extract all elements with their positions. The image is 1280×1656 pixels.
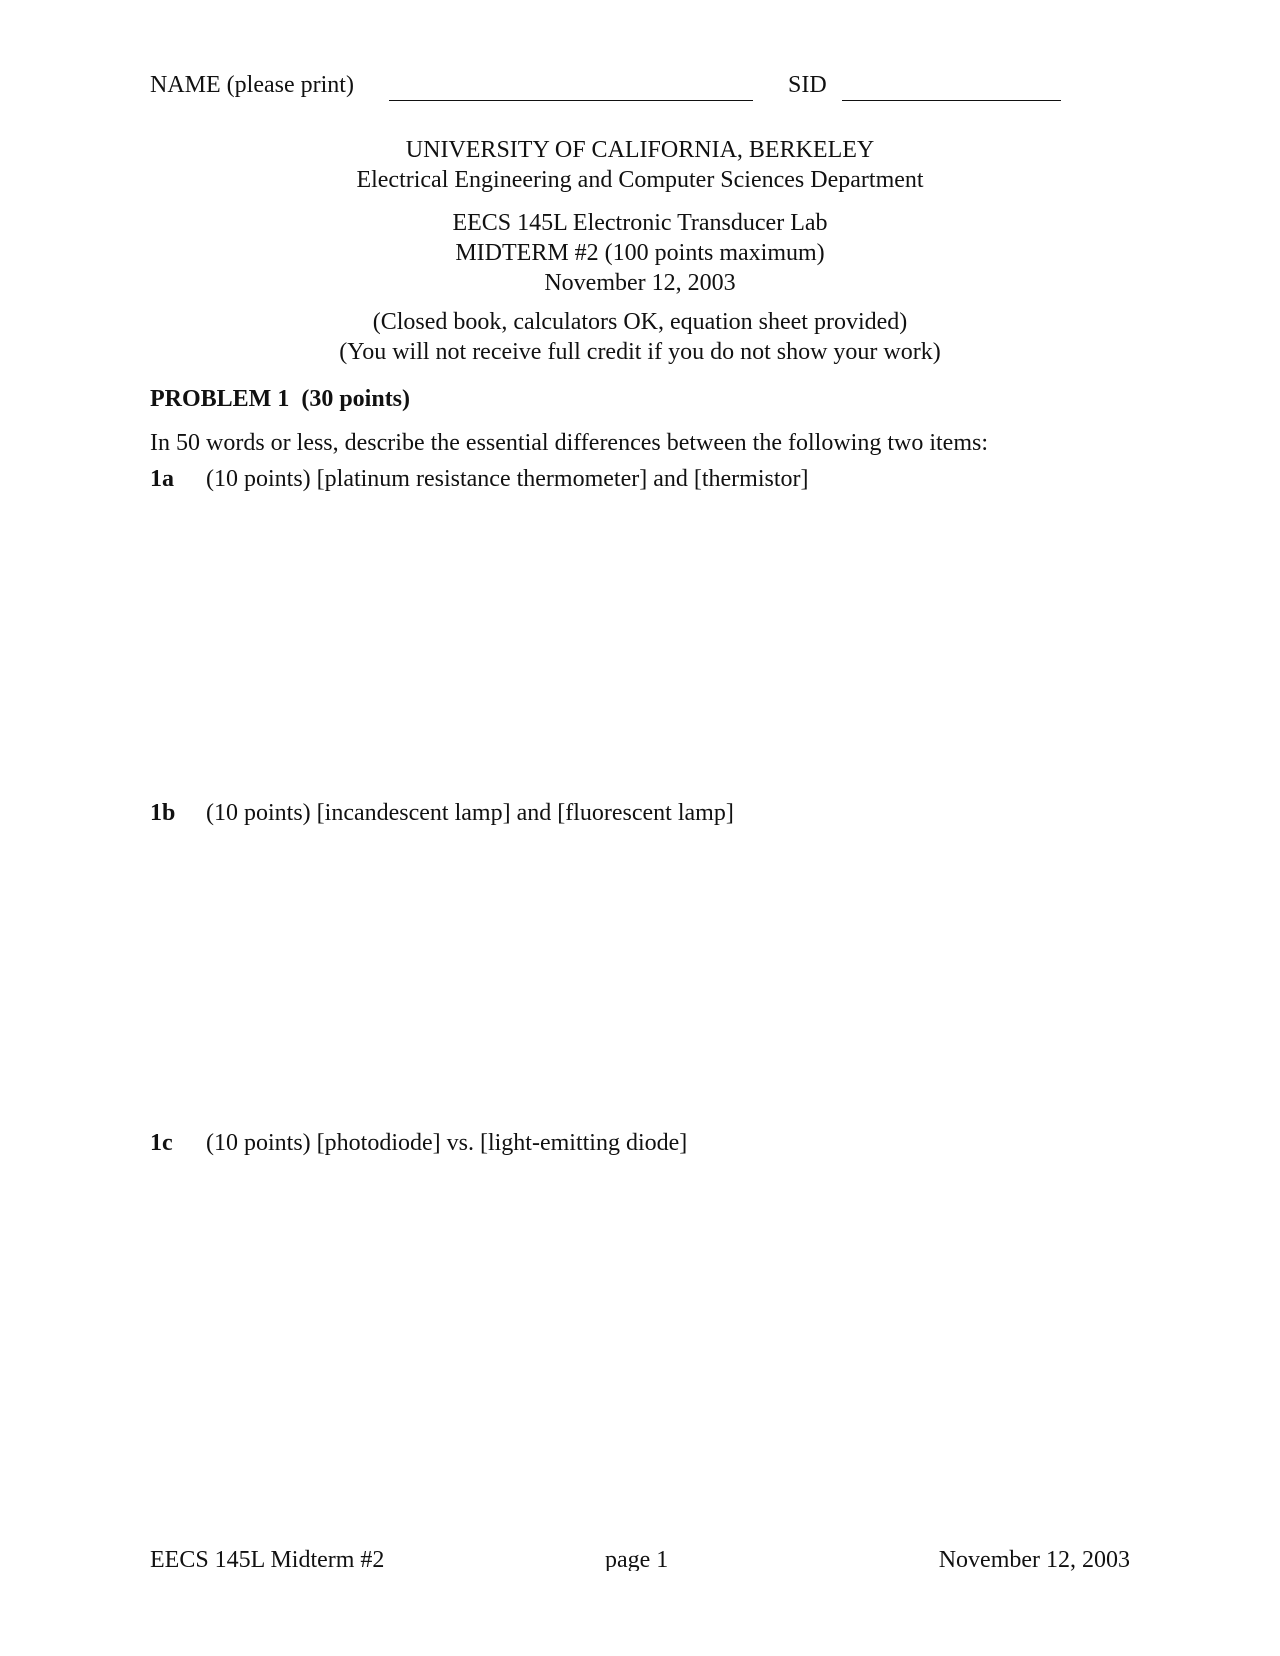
name-sid-row	[150, 72, 1130, 108]
sid-blank-line	[842, 100, 1061, 101]
exam-title: MIDTERM #2 (100 points maximum)	[455, 240, 825, 266]
question-text: (10 points) [incandescent lamp] and [fluorescent lamp]	[206, 800, 734, 826]
question-text: (10 points) [platinum resistance thermometer] and [thermistor]	[206, 466, 809, 492]
name-label: NAME (please print)	[150, 72, 354, 98]
course-block	[150, 208, 1130, 298]
footer-page-number: page 1	[605, 1547, 669, 1571]
exam-date: November 12, 2003	[544, 270, 736, 296]
question-1c	[150, 1130, 687, 1157]
question-text: (10 points) [photodiode] vs. [light-emitting diode]	[206, 1130, 688, 1156]
question-number: 1c	[150, 1130, 173, 1156]
footer-date: November 12, 2003	[938, 1547, 1130, 1571]
question-1a	[150, 466, 808, 493]
instruction-line-2: (You will not receive full credit if you do not show your work)	[339, 339, 941, 365]
sid-label: SID	[788, 72, 827, 98]
name-blank-line	[389, 100, 753, 101]
department-name: Electrical Engineering and Computer Sciences Department	[356, 167, 924, 193]
question-1b	[150, 800, 734, 827]
university-name: UNIVERSITY OF CALIFORNIA, BERKELEY	[405, 137, 875, 163]
problem-title: PROBLEM 1 (30 points)	[150, 386, 411, 412]
problem-intro: In 50 words or less, describe the essential differences between the following two items:	[150, 430, 988, 456]
question-number: 1a	[150, 466, 174, 492]
page-footer	[150, 1547, 1130, 1571]
question-number: 1b	[150, 800, 176, 826]
institution-block	[150, 135, 1130, 195]
course-title: EECS 145L Electronic Transducer Lab	[452, 210, 828, 236]
footer-course: EECS 145L Midterm #2	[150, 1547, 385, 1571]
instructions-block	[150, 307, 1130, 367]
instruction-line-1: (Closed book, calculators OK, equation sheet provided)	[372, 309, 908, 335]
